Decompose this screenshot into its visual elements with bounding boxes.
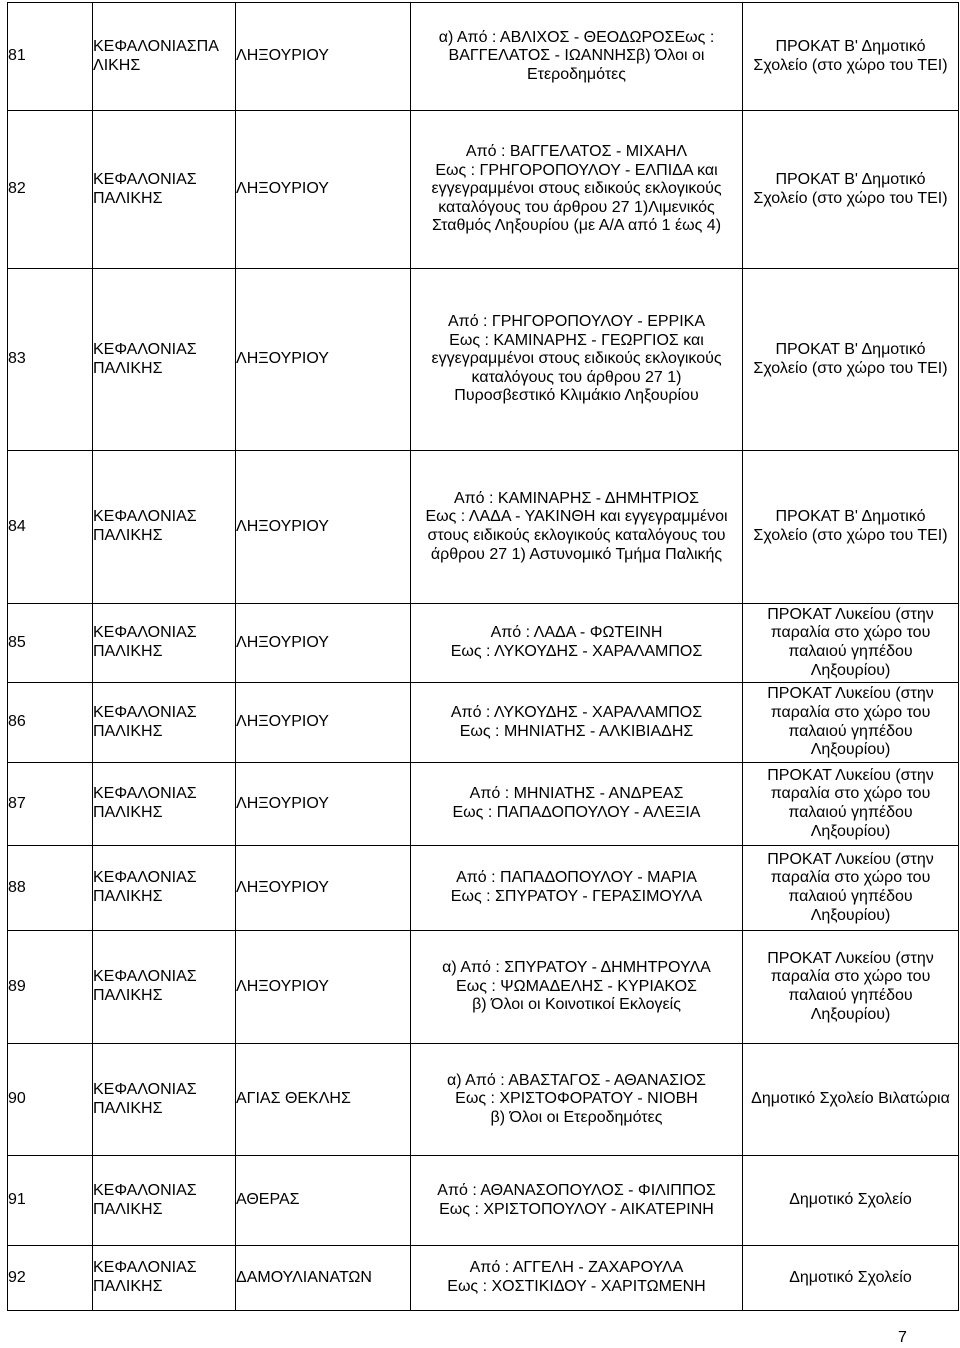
municipality-cell: ΛΗΞΟΥΡΙΟΥ bbox=[236, 451, 411, 604]
region-cell: ΚΕΦΑΛΟΝΙΑΣ ΠΑΛΙΚΗΣ bbox=[93, 1156, 236, 1246]
station-number-cell: 84 bbox=[8, 451, 93, 604]
table-row bbox=[8, 763, 959, 846]
location-cell: Δημοτικό Σχολείο Βιλατώρια bbox=[743, 1044, 959, 1156]
table-row bbox=[8, 111, 959, 269]
region-cell: ΚΕΦΑΛΟΝΙΑΣ ΠΑΛΙΚΗΣ bbox=[93, 451, 236, 604]
location-cell: Δημοτικό Σχολείο bbox=[743, 1156, 959, 1246]
table-row bbox=[8, 451, 959, 604]
voter-range-cell: Από : ΛΑΔΑ - ΦΩΤΕΙΝΗ Εως : ΛΥΚΟΥΔΗΣ - ΧΑΡΑΛΑΜΠΟΣ bbox=[411, 604, 743, 683]
location-cell: ΠΡΟΚΑΤ Λυκείου (στην παραλία στο χώρο του παλαιού γηπέδου Ληξουρίου) bbox=[743, 604, 959, 683]
table-row bbox=[8, 846, 959, 931]
municipality-cell: ΑΘΕΡΑΣ bbox=[236, 1156, 411, 1246]
station-number-cell: 83 bbox=[8, 269, 93, 451]
municipality-cell: ΛΗΞΟΥΡΙΟΥ bbox=[236, 111, 411, 269]
station-number-cell: 85 bbox=[8, 604, 93, 683]
municipality-cell: ΛΗΞΟΥΡΙΟΥ bbox=[236, 683, 411, 763]
location-cell: ΠΡΟΚΑΤ Β' Δημοτικό Σχολείο (στο χώρο του ΤΕΙ) bbox=[743, 3, 959, 111]
voter-range-cell: Από : ΓΡΗΓΟΡΟΠΟΥΛΟΥ - ΕΡΡΙΚΑ Εως : ΚΑΜΙΝΑΡΗΣ - ΓΕΩΡΓΙΟΣ και εγγεγραμμένοι στους ειδικούς εκλογικούς καταλόγους του άρθρου 27 1) Πυροσβεστικό Κλιμάκιο Ληξουρίου bbox=[411, 269, 743, 451]
voter-range-cell: Από : ΒΑΓΓΕΛΑΤΟΣ - ΜΙΧΑΗΛ Εως : ΓΡΗΓΟΡΟΠΟΥΛΟΥ - ΕΛΠΙΔΑ και εγγεγραμμένοι στους ειδικούς εκλογικούς καταλόγους του άρθρου 27 1)Λιμενικός Σταθμός Ληξουρίου (με Α/Α από 1 έως 4) bbox=[411, 111, 743, 269]
municipality-cell: ΑΓΙΑΣ ΘΕΚΛΗΣ bbox=[236, 1044, 411, 1156]
region-cell: ΚΕΦΑΛΟΝΙΑΣ ΠΑΛΙΚΗΣ bbox=[93, 683, 236, 763]
station-number-cell: 92 bbox=[8, 1246, 93, 1311]
location-cell: ΠΡΟΚΑΤ Λυκείου (στην παραλία στο χώρο του παλαιού γηπέδου Ληξουρίου) bbox=[743, 763, 959, 846]
location-cell: ΠΡΟΚΑΤ Λυκείου (στην παραλία στο χώρο του παλαιού γηπέδου Ληξουρίου) bbox=[743, 683, 959, 763]
voter-range-cell: Από : ΜΗΝΙΑΤΗΣ - ΑΝΔΡΕΑΣ Εως : ΠΑΠΑΔΟΠΟΥΛΟΥ - ΑΛΕΞΙΑ bbox=[411, 763, 743, 846]
location-cell: ΠΡΟΚΑΤ Β' Δημοτικό Σχολείο (στο χώρο του ΤΕΙ) bbox=[743, 111, 959, 269]
table-row bbox=[8, 1044, 959, 1156]
table-row bbox=[8, 604, 959, 683]
station-number-cell: 91 bbox=[8, 1156, 93, 1246]
region-cell: ΚΕΦΑΛΟΝΙΑΣ ΠΑΛΙΚΗΣ bbox=[93, 1044, 236, 1156]
region-cell: ΚΕΦΑΛΟΝΙΑΣ ΠΑΛΙΚΗΣ bbox=[93, 763, 236, 846]
location-cell: ΠΡΟΚΑΤ Β' Δημοτικό Σχολείο (στο χώρο του ΤΕΙ) bbox=[743, 269, 959, 451]
station-number-cell: 82 bbox=[8, 111, 93, 269]
voter-range-cell: α) Από : ΑΒΑΣΤΑΓΟΣ - ΑΘΑΝΑΣΙΟΣ Εως : ΧΡΙΣΤΟΦΟΡΑΤΟΥ - ΝΙΟΒΗ β) Όλοι οι Ετεροδημότες bbox=[411, 1044, 743, 1156]
municipality-cell: ΛΗΞΟΥΡΙΟΥ bbox=[236, 931, 411, 1044]
municipality-cell: ΛΗΞΟΥΡΙΟΥ bbox=[236, 269, 411, 451]
region-cell: ΚΕΦΑΛΟΝΙΑΣ ΠΑΛΙΚΗΣ bbox=[93, 931, 236, 1044]
table-row bbox=[8, 1156, 959, 1246]
table-row bbox=[8, 1246, 959, 1311]
municipality-cell: ΛΗΞΟΥΡΙΟΥ bbox=[236, 3, 411, 111]
table-row bbox=[8, 3, 959, 111]
voter-range-cell: α) Από : ΑΒΛΙΧΟΣ - ΘΕΟΔΩΡΟΣΕως : ΒΑΓΓΕΛΑΤΟΣ - ΙΩΑΝΝΗΣβ) Όλοι οι Ετεροδημότες bbox=[411, 3, 743, 111]
voter-range-cell: Από : ΑΘΑΝΑΣΟΠΟΥΛΟΣ - ΦΙΛΙΠΠΟΣ Εως : ΧΡΙΣΤΟΠΟΥΛΟΥ - ΑΙΚΑΤΕΡΙΝΗ bbox=[411, 1156, 743, 1246]
location-cell: ΠΡΟΚΑΤ Λυκείου (στην παραλία στο χώρο του παλαιού γηπέδου Ληξουρίου) bbox=[743, 931, 959, 1044]
table-row bbox=[8, 683, 959, 763]
station-number-cell: 90 bbox=[8, 1044, 93, 1156]
region-cell: ΚΕΦΑΛΟΝΙΑΣ ΠΑΛΙΚΗΣ bbox=[93, 846, 236, 931]
location-cell: Δημοτικό Σχολείο bbox=[743, 1246, 959, 1311]
station-number-cell: 86 bbox=[8, 683, 93, 763]
station-number-cell: 89 bbox=[8, 931, 93, 1044]
station-number-cell: 88 bbox=[8, 846, 93, 931]
region-cell: ΚΕΦΑΛΟΝΙΑΣ ΠΑΛΙΚΗΣ bbox=[93, 111, 236, 269]
region-cell: ΚΕΦΑΛΟΝΙΑΣΠΑ ΛΙΚΗΣ bbox=[93, 3, 236, 111]
region-cell: ΚΕΦΑΛΟΝΙΑΣ ΠΑΛΙΚΗΣ bbox=[93, 604, 236, 683]
municipality-cell: ΔΑΜΟΥΛΙΑΝΑΤΩΝ bbox=[236, 1246, 411, 1311]
municipality-cell: ΛΗΞΟΥΡΙΟΥ bbox=[236, 604, 411, 683]
polling-stations-table bbox=[7, 2, 959, 1311]
table-row bbox=[8, 269, 959, 451]
station-number-cell: 87 bbox=[8, 763, 93, 846]
municipality-cell: ΛΗΞΟΥΡΙΟΥ bbox=[236, 763, 411, 846]
table-row bbox=[8, 931, 959, 1044]
page-number: 7 bbox=[898, 1329, 907, 1346]
voter-range-cell: Από : ΑΓΓΕΛΗ - ΖΑΧΑΡΟΥΛΑ Εως : ΧΟΣΤΙΚΙΔΟΥ - ΧΑΡΙΤΩΜΕΝΗ bbox=[411, 1246, 743, 1311]
station-number-cell: 81 bbox=[8, 3, 93, 111]
municipality-cell: ΛΗΞΟΥΡΙΟΥ bbox=[236, 846, 411, 931]
voter-range-cell: Από : ΚΑΜΙΝΑΡΗΣ - ΔΗΜΗΤΡΙΟΣ Εως : ΛΑΔΑ - ΥΑΚΙΝΘΗ και εγγεγραμμένοι στους ειδικούς εκλογικούς καταλόγους του άρθρου 27 1) Αστυνομικό Τμήμα Παλικής bbox=[411, 451, 743, 604]
voter-range-cell: Από : ΠΑΠΑΔΟΠΟΥΛΟΥ - ΜΑΡΙΑ Εως : ΣΠΥΡΑΤΟΥ - ΓΕΡΑΣΙΜΟΥΛΑ bbox=[411, 846, 743, 931]
location-cell: ΠΡΟΚΑΤ Β' Δημοτικό Σχολείο (στο χώρο του ΤΕΙ) bbox=[743, 451, 959, 604]
region-cell: ΚΕΦΑΛΟΝΙΑΣ ΠΑΛΙΚΗΣ bbox=[93, 1246, 236, 1311]
voter-range-cell: Από : ΛΥΚΟΥΔΗΣ - ΧΑΡΑΛΑΜΠΟΣ Εως : ΜΗΝΙΑΤΗΣ - ΑΛΚΙΒΙΑΔΗΣ bbox=[411, 683, 743, 763]
voter-range-cell: α) Από : ΣΠΥΡΑΤΟΥ - ΔΗΜΗΤΡΟΥΛΑ Εως : ΨΩΜΑΔΕΛΗΣ - ΚΥΡΙΑΚΟΣ β) Όλοι οι Κοινοτικοί Εκλογείς bbox=[411, 931, 743, 1044]
location-cell: ΠΡΟΚΑΤ Λυκείου (στην παραλία στο χώρο του παλαιού γηπέδου Ληξουρίου) bbox=[743, 846, 959, 931]
region-cell: ΚΕΦΑΛΟΝΙΑΣ ΠΑΛΙΚΗΣ bbox=[93, 269, 236, 451]
